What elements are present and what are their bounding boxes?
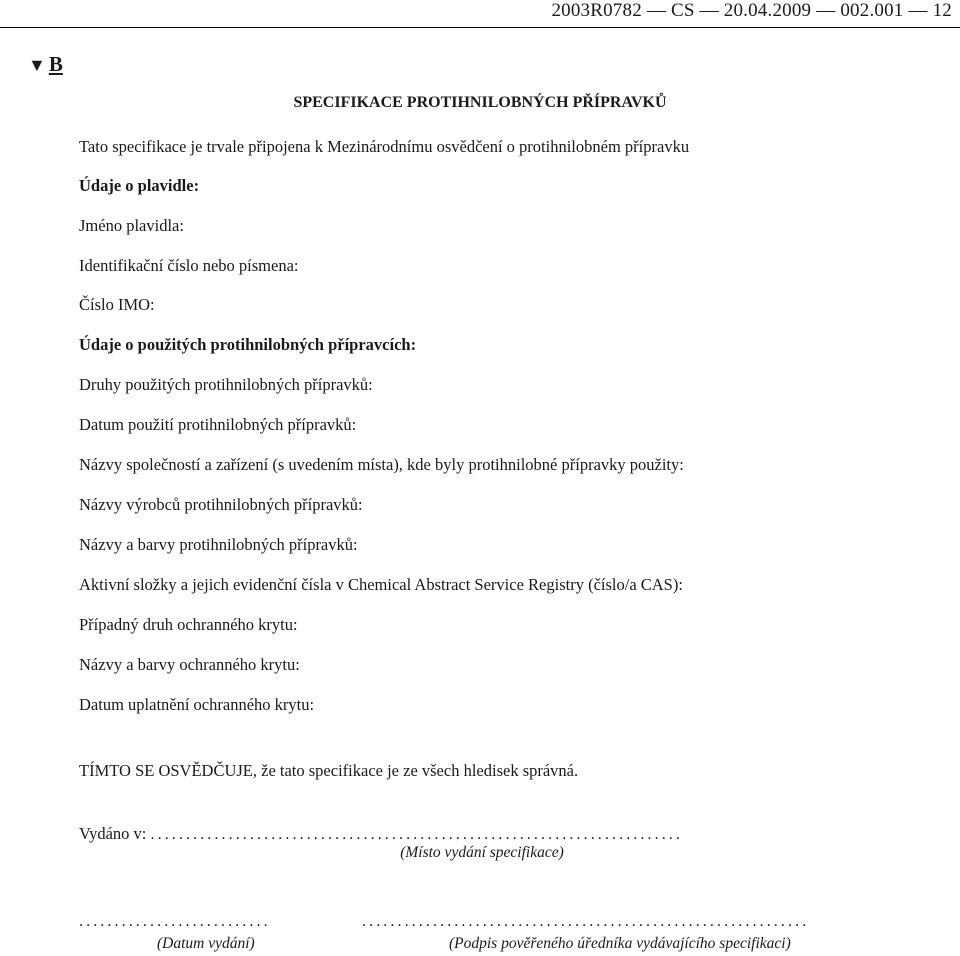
antifouling-field-date: Datum použití protihnilobných přípravků:: [79, 415, 357, 434]
certification-statement: TÍMTO SE OSVĚDČUJE, že tato specifikace je ze všech hledisek správná.: [79, 761, 579, 780]
antifouling-field-names-colours: Názvy a barvy protihnilobných přípravků:: [79, 535, 358, 554]
vessel-section-heading: Údaje o plavidle:: [79, 176, 200, 195]
signature-caption: (Podpis pověřeného úředníka vydávajícího specifikaci): [449, 935, 791, 952]
triangle-down-icon: ▼: [28, 55, 46, 75]
signature-dots: ...............................................................: [362, 913, 810, 930]
vessel-field-name: Jméno plavidla:: [79, 216, 184, 235]
antifouling-field-sealer-names: Názvy a barvy ochranného krytu:: [79, 655, 300, 674]
antifouling-field-sealer-date: Datum uplatnění ochranného krytu:: [79, 695, 315, 714]
date-of-issue-caption: (Datum vydání): [157, 935, 255, 952]
date-of-issue-dots: ...........................: [79, 913, 271, 930]
issued-at-line: [79, 824, 683, 844]
antifouling-field-manufacturers: Názvy výrobců protihnilobných přípravků:: [79, 495, 363, 514]
antifouling-field-companies: Názvy společností a zařízení (s uvedením místa), kde byly protihnilobné přípravky použity:: [79, 455, 684, 474]
header-divider: [0, 27, 960, 28]
antifouling-field-sealer-type: Případný druh ochranného krytu:: [79, 615, 298, 634]
antifouling-field-types: Druhy použitých protihnilobných přípravků:: [79, 375, 373, 394]
antifouling-section-heading: Údaje o použitých protihnilobných přípravcích:: [79, 335, 417, 354]
place-of-issue-caption: (Místo vydání specifikace): [400, 844, 564, 861]
antifouling-field-active-ingredients: Aktivní složky a jejich evidenční čísla v Chemical Abstract Service Registry (číslo/a CAS):: [79, 575, 683, 594]
amendment-marker-label: B: [48, 52, 63, 76]
page-title: SPECIFIKACE PROTIHNILOBNÝCH PŘÍPRAVKŮ: [293, 94, 667, 111]
issued-at-label: Vydáno v:: [79, 824, 147, 843]
intro-text: Tato specifikace je trvale připojena k Mezinárodnímu osvědčení o protihnilobném přípravku: [79, 137, 690, 156]
vessel-field-id: Identifikační číslo nebo písmena:: [79, 256, 299, 275]
vessel-field-imo: Číslo IMO:: [79, 295, 155, 314]
issued-at-dots: ...........................................................................: [150, 826, 683, 843]
document-reference-header: 2003R0782 — CS — 20.04.2009 — 002.001 — 12: [551, 0, 952, 21]
amendment-marker: [28, 52, 63, 77]
